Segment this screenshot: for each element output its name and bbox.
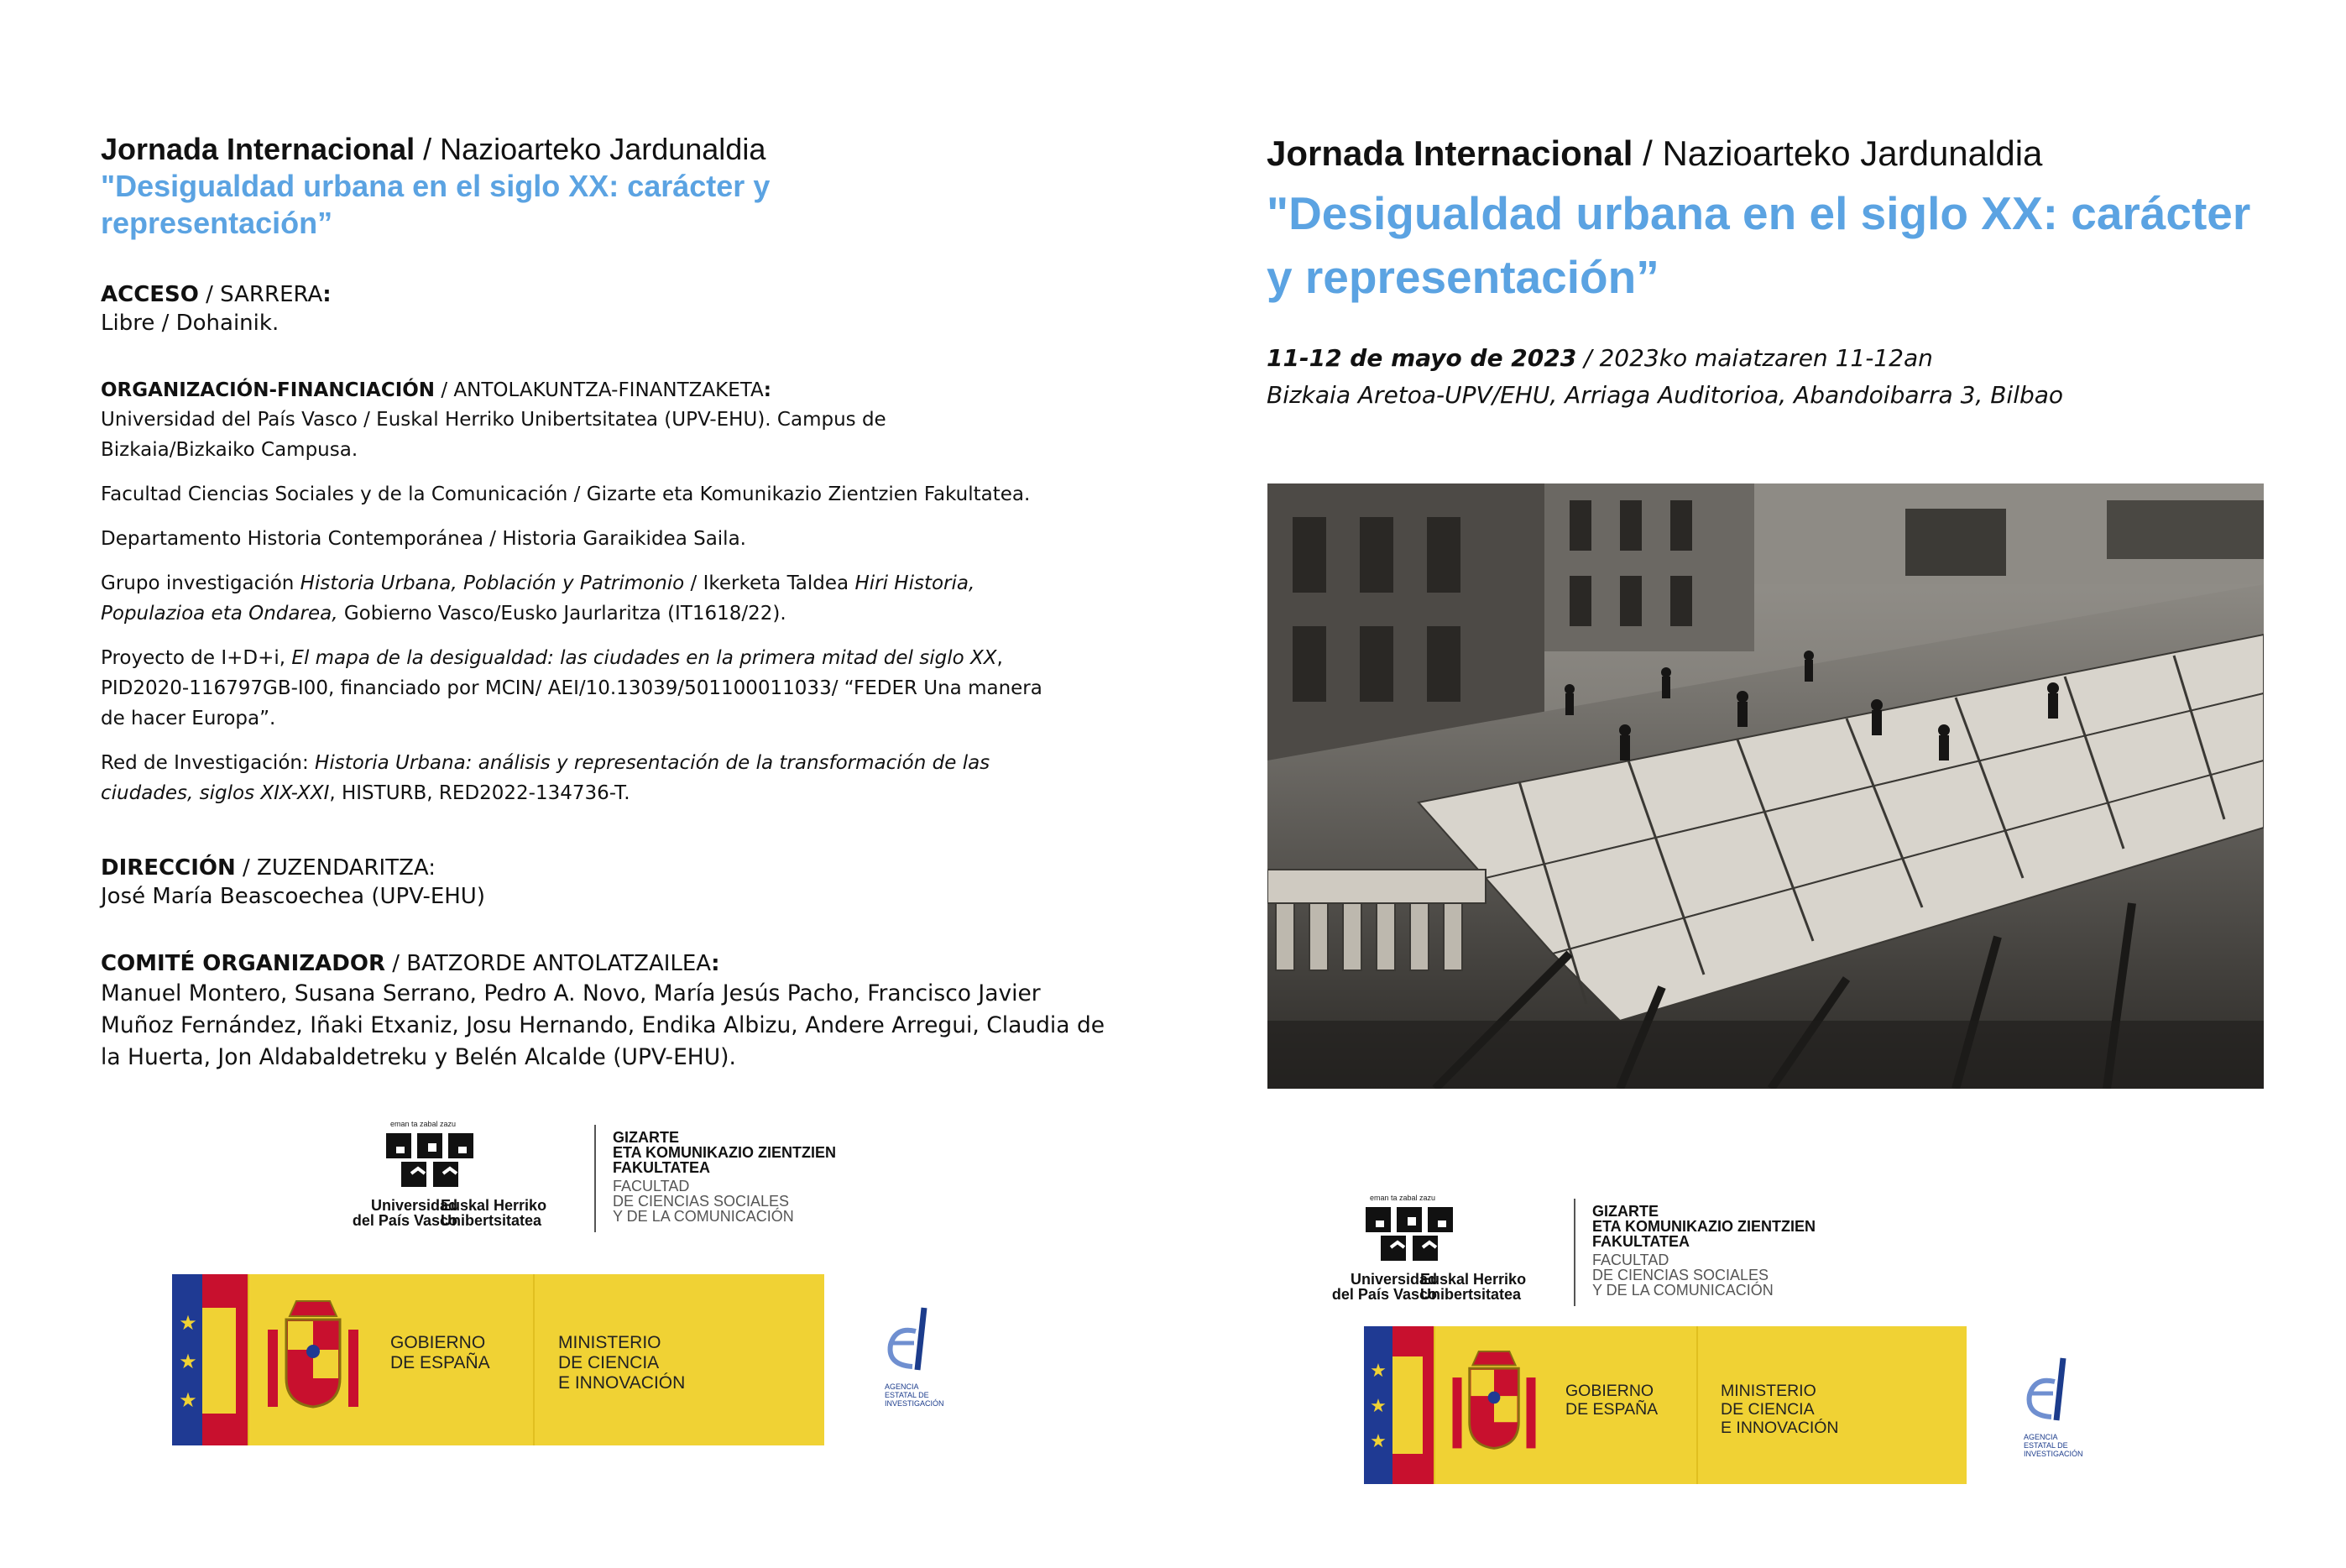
faculty-name-es-right: FACULTAD DE CIENCIAS SOCIALES Y DE LA COMUNICACIÓN xyxy=(1592,1252,1774,1299)
access-section xyxy=(101,280,1091,337)
eu-stars-icon-right xyxy=(1366,1356,1390,1457)
upv-motto: eman ta zabal zazu xyxy=(390,1120,457,1128)
svg-text:★: ★ xyxy=(1370,1361,1387,1382)
left-title-rest: / Nazioarteko Jardunaldia xyxy=(415,132,766,166)
left-title-bold: Jornada Internacional xyxy=(101,132,415,166)
svg-text:★: ★ xyxy=(1370,1396,1387,1417)
organization-section xyxy=(101,376,1100,823)
eu-stars-icon xyxy=(175,1308,201,1417)
direction-body: José María Beascoechea (UPV-EHU) xyxy=(101,884,485,909)
upv-name-es: Universidad del País Vasco xyxy=(352,1197,457,1229)
committee-section xyxy=(101,949,1108,1074)
org-department: Departamento Historia Contemporánea / Historia Garaikidea Saila. xyxy=(101,528,746,550)
left-event-subtitle: "Desigualdad urbana en el siglo XX: carácter y representación” xyxy=(101,169,771,240)
right-panel xyxy=(1173,0,2346,1568)
direction-heading: DIRECCIÓN / ZUZENDARITZA: xyxy=(101,855,436,881)
org-faculty: Facultad Ciencias Sociales y de la Comunicación / Gizarte eta Komunikazio Zientzien Fakultatea. xyxy=(101,483,1031,505)
upv-tree-icon-right xyxy=(1366,1205,1454,1262)
spain-coat-of-arms-icon-right xyxy=(1448,1346,1540,1466)
ministerio-text: MINISTERIO DE CIENCIA E INNOVACIÓN xyxy=(558,1333,686,1393)
aei-logo xyxy=(880,1303,947,1420)
upv-divider-right xyxy=(1574,1199,1575,1306)
org-research-group: Grupo investigación Historia Urbana, Población y Patrimonio / Ikerketa Taldea Hiri Historia, Populazioa eta Ondarea, Gobierno Vasco/Eusko Jaurlaritza (IT1618/22). xyxy=(101,572,975,625)
right-event-subtitle: "Desigualdad urbana en el siglo XX: carácter y representación” xyxy=(1267,187,2251,303)
svg-text:★: ★ xyxy=(1370,1431,1387,1452)
direction-section xyxy=(101,854,1091,911)
committee-body: Manuel Montero, Susana Serrano, Pedro A. Novo, María Jesús Pacho, Francisco Javier Muñoz Fernández, Iñaki Etxaniz, Josu Hernando, Endika Albizu, Andere Arregui, Claudia de la Huerta, Jon Aldabaldetreku y Belén Alcalde (UPV-EHU). xyxy=(101,980,1105,1070)
access-body: Libre / Dohainik. xyxy=(101,311,280,336)
aei-e-icon xyxy=(884,1303,934,1378)
upv-name-es-right: Universidad del País Vasco xyxy=(1331,1271,1437,1303)
upv-name-eu: Euskal Herriko Unibertsitatea xyxy=(441,1197,547,1229)
gobierno-text: GOBIERNO DE ESPAÑA xyxy=(390,1333,490,1372)
historical-photo xyxy=(1267,483,2264,1089)
spain-coat-of-arms-icon xyxy=(263,1296,363,1425)
svg-text:★: ★ xyxy=(179,1388,197,1412)
upv-tree-icon xyxy=(386,1132,474,1189)
aei-e-icon-right xyxy=(2023,1353,2073,1429)
svg-text:★: ★ xyxy=(179,1311,197,1335)
upv-ehu-logo xyxy=(285,1116,923,1242)
org-university: Universidad del País Vasco / Euskal Herriko Unibertsitatea (UPV-EHU). Campus de Bizkaia/Bizkaiko Campusa. xyxy=(101,409,886,461)
upv-divider xyxy=(594,1125,596,1232)
gobierno-text-right: GOBIERNO DE ESPAÑA xyxy=(1565,1382,1659,1419)
org-research-network: Red de Investigación: Historia Urbana: análisis y representación de la transformación de las ciudades, siglos XIX-XXI, HISTURB, RED2022-134736-T. xyxy=(101,752,990,804)
event-venue: Bizkaia Aretoa-UPV/EHU, Arriaga Auditorioa, Abandoibarra 3, Bilbao xyxy=(1267,381,2064,409)
ministerio-text-right: MINISTERIO DE CIENCIA E INNOVACIÓN xyxy=(1721,1382,1839,1437)
gobierno-espana-logo xyxy=(172,1274,824,1445)
upv-name-eu-right: Euskal Herriko Unibertsitatea xyxy=(1420,1271,1527,1303)
aei-logo-right xyxy=(2019,1353,2086,1471)
aei-caption-right: AGENCIA ESTATAL DE INVESTIGACIÓN xyxy=(2024,1433,2083,1458)
svg-text:★: ★ xyxy=(179,1350,197,1373)
construction-photo-illustration xyxy=(1267,483,2264,1089)
organization-heading: ORGANIZACIÓN-FINANCIACIÓN / ANTOLAKUNTZA-FINANTZAKETA: xyxy=(101,379,771,401)
right-event-title: Jornada Internacional / Nazioarteko Jardunaldia xyxy=(1267,133,2043,173)
upv-ehu-logo-right xyxy=(1265,1190,1903,1316)
org-project: Proyecto de I+D+i, El mapa de la desigualdad: las ciudades en la primera mitad del siglo XX, PID2020-116797GB-I00, financiado por MCIN/ AEI/10.13039/501100011033/ “FEDER Una manera de hacer Europa”. xyxy=(101,647,1042,729)
faculty-name-eu-right: GIZARTE ETA KOMUNIKAZIO ZIENTZIEN FAKULTATEA xyxy=(1592,1203,1816,1250)
event-date: 11-12 de mayo de 2023 / 2023ko maiatzaren 11-12an xyxy=(1267,344,1933,372)
faculty-name-es: FACULTAD DE CIENCIAS SOCIALES Y DE LA COMUNICACIÓN xyxy=(613,1178,794,1225)
upv-motto-right: eman ta zabal zazu xyxy=(1370,1194,1436,1202)
aei-caption: AGENCIA ESTATAL DE INVESTIGACIÓN xyxy=(885,1382,944,1408)
committee-heading: COMITÉ ORGANIZADOR / BATZORDE ANTOLATZAILEA: xyxy=(101,951,720,976)
left-event-title xyxy=(101,133,765,166)
gobierno-espana-logo-right xyxy=(1364,1326,1967,1484)
faculty-name-eu: GIZARTE ETA KOMUNIKAZIO ZIENTZIEN FAKULTATEA xyxy=(613,1129,836,1176)
access-heading: ACCESO / SARRERA: xyxy=(101,282,332,307)
